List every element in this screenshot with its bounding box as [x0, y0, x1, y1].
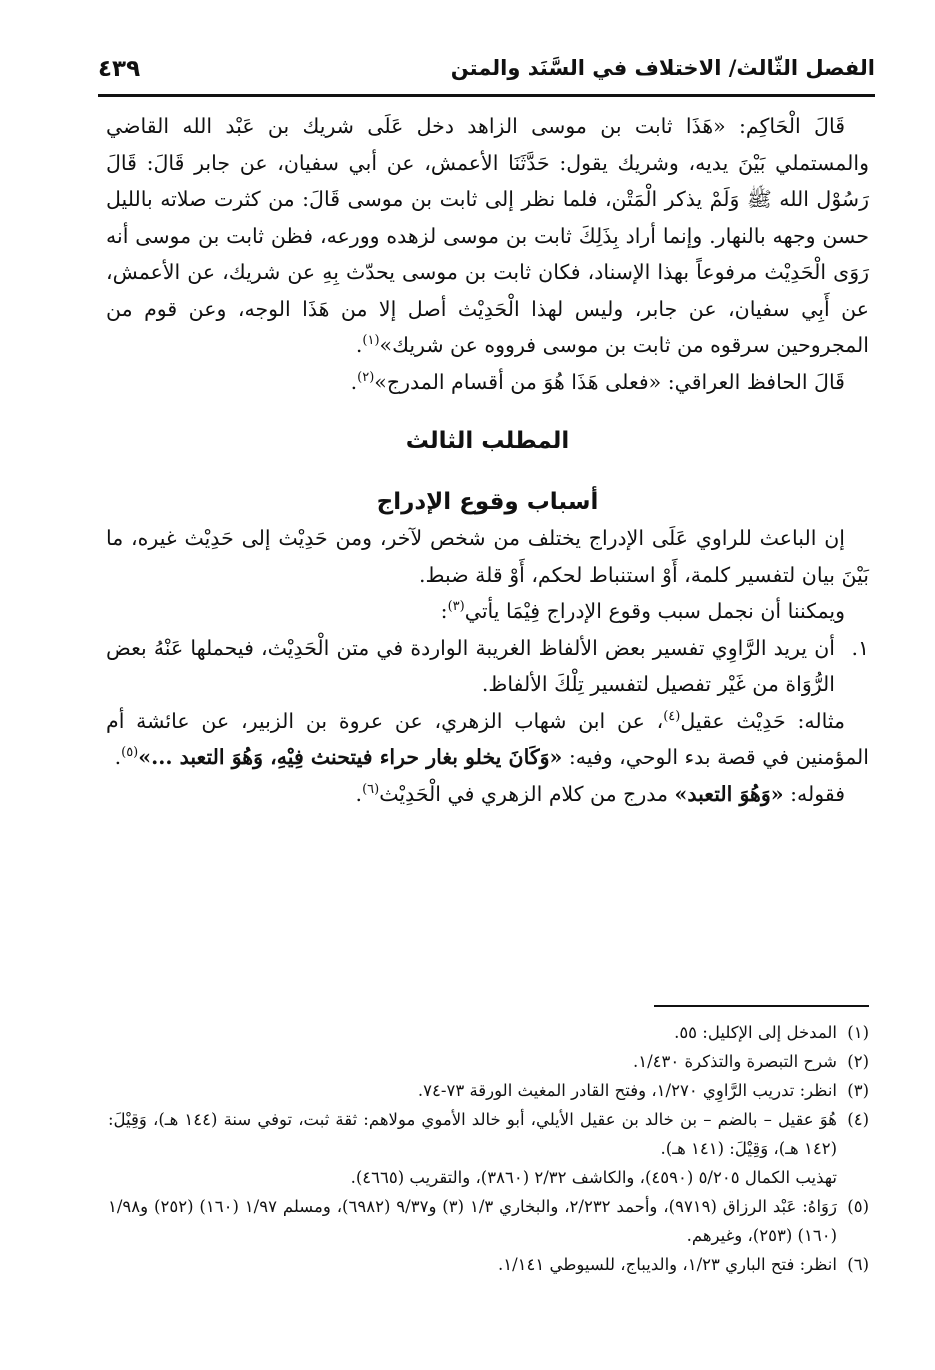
hadith-quote: «وَكَانَ يخلو بغار حراء فيتحنث فِيْهِ، وَهُوَ التعبد ...»: [138, 745, 563, 769]
footnote: [108, 1192, 869, 1250]
footnote-number: (٥): [847, 1197, 869, 1216]
paragraph-text: قَالَ الحافظ العراقي: «فعلى هَذَا هُوَ من أقسام المدرج»: [374, 369, 845, 394]
footnote-text: انظر: تدريب الرَّاوِي ١/٢٧٠، وفتح القادر المغيث الورقة ٧٣-٧٤.: [417, 1081, 837, 1100]
footnote-ref[interactable]: (٤): [663, 708, 681, 724]
footnote-number: (٢): [847, 1052, 869, 1071]
section-title: المطلب الثالث: [405, 428, 570, 454]
paragraph-text: ويمكننا أن نجمل سبب وقوع الإدراج فِيْمَا يأتي: [464, 599, 845, 623]
hadith-quote: «وَهُوَ التعبد»: [674, 781, 784, 806]
footnote-number: (٤): [847, 1110, 869, 1129]
footnote: [108, 1250, 869, 1279]
running-title: الفصل الثّالث/ الاختلاف في السَّنَد والمتن: [450, 56, 875, 80]
paragraph-iraqi-quote: قَالَ الحافظ العراقي: «فعلى هَذَا هُوَ من أقسام المدرج»$^{(٢)}$.: [350, 369, 845, 394]
footnote-number: (٦): [847, 1255, 869, 1274]
paragraph-text: ، عن ابن شهاب الزهري، عن عروة بن الزبير، عن عائشة أم المؤمنين في قصة بدء الوحي، وفيه:: [106, 708, 869, 769]
subsection-title: أسباب وقوع الإدراج: [376, 489, 599, 515]
footnote-number: (١): [847, 1023, 869, 1042]
footnote-ref[interactable]: (٢): [357, 369, 375, 385]
main-text: [106, 108, 869, 812]
footnote-continuation: تهذيب الكمال ٥/٢٠٥ (٤٥٩٠)، والكاشف ٢/٣٢ (٣٨٦٠)، والتقريب (٤٦٦٥).: [350, 1168, 837, 1187]
footnote-text: هُوَ عقيل – بالضم – بن خالد بن عقيل الأيلي، أبو خالد الأموي مولاهم: ثقة ثبت، توفي سنة (١٤٤ هـ)، وَقِيْلَ: (١٤٢ هـ)، وَقِيْلَ: (١٤١ هـ).: [108, 1110, 837, 1158]
footnotes: [108, 1018, 869, 1279]
footnote: [108, 1076, 869, 1105]
page-number: ٤٣٩: [98, 56, 141, 82]
list-item-text: أن يريد الرَّاوِي تفسير بعض الألفاظ الغريبة الواردة في متن الْحَدِيْث، فيحملها عَنْهُ بعض الرُّوَاة من غَيْر تفصيل لتفسير تِلْكَ الألفاظ.: [106, 635, 835, 696]
footnote-ref[interactable]: (٣): [447, 599, 465, 615]
footnote: [108, 1018, 869, 1047]
paragraph-text: قَالَ الْحَاكِم: «هَذَا ثابت بن موسى الزاهد دخل عَلَى شريك بن عَبْد الله القاضي والمستملي بَيْنَ يديه، وشريك يقول: حَدَّثَنَا الأعمش، عن أبي سفيان، عن جابر قَالَ: قَالَ رَسُوْل الله ﷺ وَلَمْ يذكر الْمَتْن، فلما نظر إلى ثابت بن موسى قَالَ: من كثرت صلاته بالليل حسن وجهه بالنهار. وإنما أراد بِذَلِكَ ثابت بن موسى لزهده وورعه، فظن ثابت بن موسى أنه رَوَى الْحَدِيْث مرفوعاً بهذا الإسناد، فكان ثابت بن موسى يحدّث بِهِ عن شريك، عن الأعمش، عن أَبِي سفيان، عن جابر، وليس لهذا الْحَدِيْث أصل إلا من هَذَا الوجه، وعن قوم من المجروحين سرقوه من ثابت بن موسى فرووه عن شريك»: [106, 114, 869, 357]
footnote-text: رَوَاهُ: عَبْد الرزاق (٩٧١٩)، وأحمد ٢/٢٣٢، والبخاري ١/٣ (٣) و٩/٣٧ (٦٩٨٢)، ومسلم ١/٩٧ (١٦٠) (٢٥٢) و١/٩٨ (١٦٠) (٢٥٣)، وغيرهم.: [108, 1197, 837, 1245]
footnote-text: المدخل إلى الإكليل: ٥٥.: [674, 1023, 837, 1042]
paragraph-text: مثاله: حَدِيْث عقيل: [680, 708, 845, 733]
footnote-ref[interactable]: (١): [362, 333, 380, 349]
paragraph-hakim-quote: قَالَ الْحَاكِم: «هَذَا ثابت بن موسى الزاهد دخل عَلَى شريك بن عَبْد الله القاضي والمستملي بَيْنَ يديه، وشريك يقول: حَدَّثَنَا الأعمش، عن أبي سفيان، عن جابر قَالَ: قَالَ رَسُوْل الله ﷺ وَلَمْ يذكر الْمَتْن، فلما نظر إلى ثابت بن موسى قَالَ: من كثرت صلاته بالليل حسن وجهه بالنهار. وإنما أراد بِذَلِكَ ثابت بن موسى لزهده وورعه، فظن ثابت بن موسى أنه رَوَى الْحَدِيْث مرفوعاً بهذا الإسناد، فكان ثابت بن موسى يحدّث بِهِ عن شريك، عن الأعمش، عن أَبِي سفيان، عن جابر، وليس لهذا الْحَدِيْث أصل إلا من هَذَا الوجه، وعن قوم من المجروحين سرقوه من ثابت بن موسى فرووه عن شريك»$^{(١)}$.: [106, 114, 869, 357]
footnote-text: شرح التبصرة والتذكرة ١/٤٣٠.: [632, 1052, 837, 1071]
footnote: [108, 1105, 869, 1163]
footnote-number: (٣): [847, 1081, 869, 1100]
footnote: [108, 1047, 869, 1076]
page-header: [98, 52, 875, 97]
list-item-number: ١.: [851, 635, 869, 660]
paragraph-text: فقوله:: [783, 781, 845, 806]
paragraph-conclusion: فقوله: «وَهُوَ التعبد» مدرج من كلام الزهري في الْحَدِيْث$^{(٦)}$.: [355, 781, 845, 806]
footnote-ref[interactable]: (٥): [121, 745, 139, 761]
paragraph-causes-intro: ويمكننا أن نجمل سبب وقوع الإدراج فِيْمَا يأتي$^{(٣)}$:: [440, 599, 845, 623]
paragraph-text: مدرج من كلام الزهري في الْحَدِيْث: [379, 781, 675, 806]
footnote-ref[interactable]: (٦): [362, 781, 380, 797]
list-item: [106, 630, 869, 703]
paragraph-example: مثاله: حَدِيْث عقيل$^{(٤)}$، عن ابن شهاب الزهري، عن عروة بن الزبير، عن عائشة أم المؤمنين في قصة بدء الوحي، وفيه: «وَكَانَ يخلو بغار حراء فيتحنث فِيْهِ، وَهُوَ التعبد ...»$^{(٥)}$.: [106, 708, 869, 769]
footnote-divider: [654, 1005, 869, 1007]
footnote-text: انظر: فتح الباري ١/٢٣، والديباج، للسيوطي ١/١٤١.: [497, 1255, 837, 1274]
paragraph-intro: إن الباعث للراوي عَلَى الإدراج يختلف من شخص لآخر، ومن حَدِيْث إلى حَدِيْث غيره، ما بَيْنَ بيان لتفسير كلمة، أَوْ استنباط لحكم، أَوْ قلة ضبط.: [106, 526, 869, 587]
